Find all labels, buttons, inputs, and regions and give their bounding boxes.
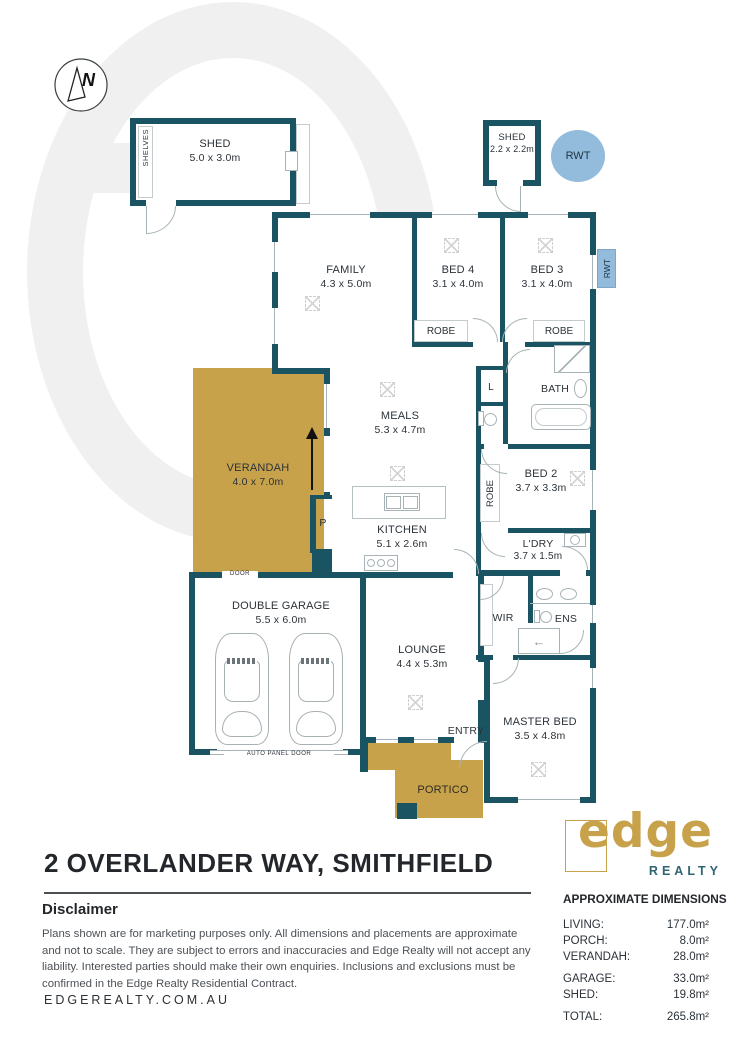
wall: [513, 655, 596, 660]
ceiling-fan-icon: [444, 238, 459, 253]
wall: [398, 737, 414, 743]
window: [590, 668, 596, 688]
window: [518, 797, 580, 803]
ceiling-fan-icon: [390, 466, 405, 481]
shed-meter-box: [285, 151, 298, 171]
shelves-label: SHELVES: [141, 129, 150, 167]
master-size: 3.5 x 4.8m: [514, 729, 566, 742]
master-name: MASTER BED: [503, 716, 577, 728]
page-title: 2 OVERLANDER WAY, SMITHFIELD: [44, 848, 494, 878]
bed3-size: 3.1 x 4.0m: [521, 277, 573, 290]
ceiling-fan-icon: [538, 238, 553, 253]
divider: [44, 892, 531, 894]
car-left: [215, 633, 269, 745]
window: [528, 212, 568, 218]
window: [324, 384, 330, 428]
robe-bed3: [533, 320, 585, 342]
window: [376, 737, 398, 743]
lounge-label: [362, 644, 482, 671]
bed3-name: BED 3: [530, 264, 564, 276]
family-size: 4.3 x 5.0m: [320, 277, 372, 290]
dimensions-panel: [563, 892, 727, 1025]
wall: [412, 342, 473, 347]
garage-size: 5.5 x 6.0m: [255, 613, 307, 626]
auto-panel-door-label: AUTO PANEL DOOR: [224, 751, 334, 759]
wall: [586, 570, 596, 576]
bed4-size: 3.1 x 4.0m: [432, 277, 484, 290]
lounge-name: LOUNGE: [398, 644, 446, 656]
rwt-side-label: RWT: [601, 258, 612, 279]
dimension-row: [563, 917, 709, 933]
window: [590, 605, 596, 623]
disclaimer-body: Plans shown are for marketing purposes only. All dimensions and placements are approximate and not to scale. They are subject to errors and inaccuracies and Edge Realty will not accept any liability. Interested parties should make their own enquiries. Inclusions and exclusions must be confirmed in the Edge Realty Residential Contract.: [42, 928, 531, 990]
bathtub: [531, 404, 591, 430]
rwt-tank-label: RWT: [565, 150, 591, 162]
lounge-size: 4.4 x 5.3m: [396, 657, 448, 670]
compass-icon: [52, 56, 110, 114]
family-name: FAMILY: [326, 264, 366, 276]
dimension-row: [563, 1009, 709, 1025]
ceiling-fan-icon: [305, 296, 320, 311]
window: [310, 212, 370, 218]
dim-label: SHED:: [563, 989, 599, 1001]
robe-bed2-label: ROBE: [484, 479, 496, 507]
verandah-label: [198, 462, 318, 489]
house-base-top: [272, 212, 596, 374]
kitchen-name: KITCHEN: [377, 524, 427, 536]
garage-name: DOUBLE GARAGE: [232, 600, 330, 612]
verandah-name: VERANDAH: [226, 462, 290, 474]
wall: [580, 797, 596, 803]
meals-label: [340, 410, 460, 437]
window: [272, 308, 278, 344]
dim-value: 28.0m²: [673, 951, 709, 963]
ens-shower: ←: [518, 628, 560, 654]
wall: [360, 737, 368, 772]
shed-small-door-arc: [495, 186, 521, 212]
kitchen-sink: [384, 493, 420, 511]
bed2-name: BED 2: [524, 468, 558, 480]
linen-label: L: [488, 382, 494, 393]
kitchen-size: 5.1 x 2.6m: [376, 537, 428, 550]
dim-value: 33.0m²: [673, 973, 709, 985]
verandah-size: 4.0 x 7.0m: [232, 475, 284, 488]
wall: [310, 495, 332, 499]
wall: [508, 444, 596, 449]
dim-label: TOTAL:: [563, 1011, 603, 1023]
dimensions-title: APPROXIMATE DIMENSIONS: [563, 892, 727, 906]
wir-label: WIR: [492, 612, 514, 624]
dim-value: 8.0m²: [679, 935, 709, 947]
logo-tagline: REALTY: [648, 864, 722, 878]
robe-bed3-label: ROBE: [544, 326, 574, 337]
sliding-door-gap: [324, 436, 330, 492]
dim-label: VERANDAH:: [563, 951, 631, 963]
direction-arrow-head: [306, 427, 318, 439]
logo-wordmark: edge: [578, 804, 714, 859]
ceiling-fan-icon: [531, 762, 546, 777]
dimension-row: [563, 987, 709, 1003]
dim-value: 19.8m²: [673, 989, 709, 1001]
ceiling-fan-icon: [408, 695, 423, 710]
shed-small-label: [487, 132, 537, 155]
portico-label: PORTICO: [417, 784, 469, 796]
shed-large-name: SHED: [199, 138, 231, 150]
kitchen-label: [342, 524, 462, 551]
pantry-label: P: [319, 517, 327, 529]
robe-bed4-label: ROBE: [426, 326, 456, 337]
disclaimer-title: Disclaimer: [42, 901, 118, 918]
garage-label: [221, 600, 341, 627]
wall: [189, 572, 195, 755]
cooktop: [364, 555, 398, 571]
shed-small-size: 2.2 x 2.2m: [489, 143, 535, 154]
wall: [252, 572, 453, 578]
car-right: [289, 633, 343, 745]
dim-label: GARAGE:: [563, 973, 616, 985]
wall: [503, 342, 508, 444]
meals-size: 5.3 x 4.7m: [374, 423, 426, 436]
meals-name: MEALS: [380, 410, 420, 422]
toilet-bowl: [484, 413, 497, 426]
website-link[interactable]: EDGEREALTY.COM.AU: [44, 993, 230, 1007]
ceiling-fan-icon: [380, 382, 395, 397]
master-label: [480, 716, 600, 743]
ldry-size: 3.7 x 1.5m: [513, 551, 563, 563]
bed3-label: [487, 264, 607, 291]
ens-basin-left: [536, 588, 553, 600]
dim-value: 177.0m²: [666, 919, 709, 931]
family-label: [286, 264, 406, 291]
ens-basin-right: [560, 588, 577, 600]
window: [272, 242, 278, 272]
robe-bed4: [414, 320, 468, 342]
dim-label: LIVING:: [563, 919, 604, 931]
wall: [484, 797, 518, 803]
shower: [554, 345, 590, 373]
shed-pad: [296, 124, 310, 204]
ldry-name: L'DRY: [522, 538, 554, 550]
garage-door-label: DOOR: [222, 571, 258, 579]
bed2-label: [481, 468, 601, 495]
ens-counter: [530, 603, 590, 604]
window: [432, 212, 478, 218]
edge-realty-logo: [560, 804, 728, 886]
window: [414, 737, 438, 743]
ldry-label: [478, 538, 598, 564]
bath-label: BATH: [540, 383, 570, 395]
wall: [397, 803, 417, 819]
dim-value: 265.8m²: [666, 1011, 709, 1023]
dimension-row: [563, 933, 709, 949]
shed-large-size: 5.0 x 3.0m: [189, 151, 241, 164]
dimension-row: [563, 949, 709, 965]
dim-label: PORCH:: [563, 935, 608, 947]
bed2-size: 3.7 x 3.3m: [515, 481, 567, 494]
wall: [272, 368, 330, 374]
bed4-name: BED 4: [441, 264, 475, 276]
shed-large-label: [150, 138, 280, 165]
wall: [272, 212, 278, 374]
ens-label: ENS: [554, 613, 578, 625]
rwt-tank: [551, 130, 605, 182]
shed-small-name: SHED: [498, 132, 526, 143]
entry-label: ENTRY: [447, 725, 485, 737]
wall: [528, 575, 533, 623]
dimension-row: [563, 971, 709, 987]
compass-n: N: [82, 70, 95, 90]
